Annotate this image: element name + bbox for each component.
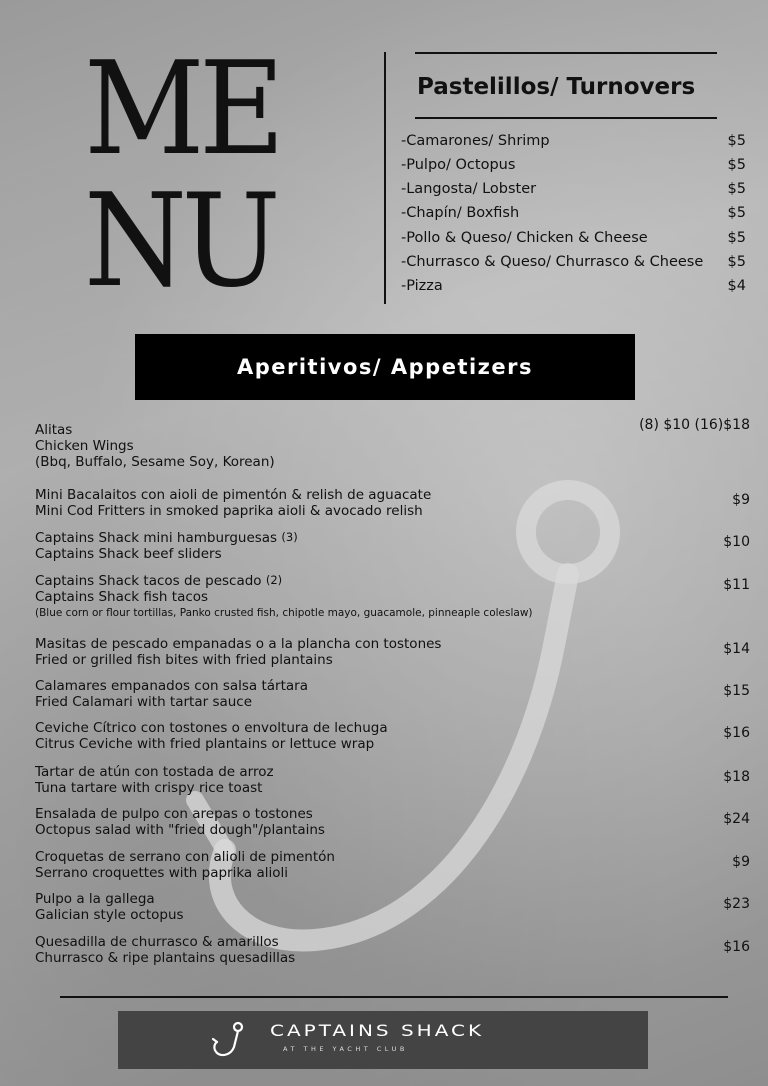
turnovers-title: Pastelillos/ Turnovers bbox=[417, 74, 696, 100]
appetizer-name-en: Captains Shack beef sliders bbox=[35, 546, 222, 562]
appetizer-name-es: Calamares empanados con salsa tártara bbox=[35, 678, 308, 694]
appetizer-name-es: Captains Shack tacos de pescado bbox=[35, 573, 262, 589]
appetizer-name-en: Fried Calamari with tartar sauce bbox=[35, 694, 253, 710]
appetizer-price: $10 bbox=[723, 534, 750, 550]
appetizer-price: $24 bbox=[723, 811, 750, 827]
turnover-item bbox=[401, 157, 746, 179]
menu-title-line1: ME bbox=[84, 35, 280, 184]
appetizer-name-en: Mini Cod Fritters in smoked paprika aioli & avocado relish bbox=[35, 503, 423, 519]
turnover-price: $5 bbox=[727, 181, 746, 197]
appetizer-price: (8) $10 (16)$18 bbox=[639, 417, 750, 433]
turnover-item bbox=[401, 230, 746, 252]
brand-footer bbox=[118, 1011, 648, 1069]
appetizer-item bbox=[35, 529, 750, 562]
appetizer-price: $16 bbox=[723, 939, 750, 955]
appetizer-item bbox=[35, 487, 750, 519]
turnover-price: $5 bbox=[727, 133, 746, 149]
appetizer-quantity: (3) bbox=[281, 530, 298, 544]
menu-title-line2: NU bbox=[84, 167, 276, 316]
appetizer-item bbox=[35, 636, 750, 668]
turnover-price: $5 bbox=[727, 254, 746, 270]
footer-rule bbox=[60, 996, 728, 998]
brand-name: CAPTAINS SHACK bbox=[270, 1021, 485, 1041]
appetizer-name-en: Chicken Wings bbox=[35, 438, 134, 454]
appetizer-name-en: Fried or grilled fish bites with fried plantains bbox=[35, 652, 333, 668]
appetizer-item bbox=[35, 849, 750, 881]
appetizer-price: $23 bbox=[723, 896, 750, 912]
turnover-item bbox=[401, 205, 746, 227]
turnover-name: -Pulpo/ Octopus bbox=[401, 157, 516, 173]
appetizer-name-es: Alitas bbox=[35, 422, 73, 438]
appetizer-name-en: Octopus salad with "fried dough"/plantains bbox=[35, 822, 325, 838]
appetizer-price: $15 bbox=[723, 683, 750, 699]
fish-hook-icon bbox=[118, 1011, 178, 1069]
turnover-item bbox=[401, 278, 746, 300]
appetizer-price: $9 bbox=[732, 854, 750, 870]
appetizer-name-es: Mini Bacalaitos con aioli de pimentón & relish de aguacate bbox=[35, 487, 432, 503]
appetizer-name-es: Pulpo a la gallega bbox=[35, 891, 155, 907]
appetizer-price: $11 bbox=[723, 577, 750, 593]
turnovers-bottom-rule bbox=[415, 117, 717, 119]
brand-tagline: AT THE YACHT CLUB bbox=[283, 1045, 408, 1053]
appetizer-item bbox=[35, 934, 750, 966]
appetizer-name-es: Masitas de pescado empanadas o a la plancha con tostones bbox=[35, 636, 442, 652]
appetizer-name-en: Churrasco & ripe plantains quesadillas bbox=[35, 950, 296, 966]
title-divider bbox=[384, 52, 386, 304]
turnover-item bbox=[401, 181, 746, 203]
appetizer-name-es: Ceviche Cítrico con tostones o envoltura de lechuga bbox=[35, 720, 388, 736]
appetizer-name-en: Citrus Ceviche with fried plantains or lettuce wrap bbox=[35, 736, 375, 752]
appetizer-price: $14 bbox=[723, 641, 750, 657]
turnovers-top-rule bbox=[415, 52, 717, 54]
appetizer-item bbox=[35, 417, 750, 470]
logo-hook-icon bbox=[204, 1011, 254, 1069]
appetizer-price: $16 bbox=[723, 725, 750, 741]
turnover-price: $5 bbox=[727, 157, 746, 173]
appetizer-item bbox=[35, 806, 750, 838]
turnover-name: -Pizza bbox=[401, 278, 443, 294]
appetizer-name-es: Captains Shack mini hamburguesas bbox=[35, 530, 278, 546]
appetizer-note: (Blue corn or flour tortillas, Panko crusted fish, chipotle mayo, guacamole, pinneaple coleslaw) bbox=[35, 607, 533, 619]
appetizer-name-es: Quesadilla de churrasco & amarillos bbox=[35, 934, 279, 950]
appetizer-name-es: Tartar de atún con tostada de arroz bbox=[35, 764, 274, 780]
turnover-price: $5 bbox=[727, 205, 746, 221]
turnover-price: $5 bbox=[727, 230, 746, 246]
appetizer-item bbox=[35, 891, 750, 923]
appetizer-item bbox=[35, 764, 750, 796]
appetizer-name-en: Tuna tartare with crispy rice toast bbox=[35, 780, 263, 796]
appetizer-price: $18 bbox=[723, 769, 750, 785]
appetizers-banner: Aperitivos/ Appetizers bbox=[135, 334, 635, 400]
turnover-item bbox=[401, 133, 746, 155]
appetizer-item bbox=[35, 572, 750, 621]
appetizer-name-es: Ensalada de pulpo con arepas o tostones bbox=[35, 806, 313, 822]
appetizer-quantity: (2) bbox=[265, 573, 283, 587]
turnover-name: -Chapín/ Boxfish bbox=[401, 205, 520, 221]
appetizer-name-en: Serrano croquettes with paprika alioli bbox=[35, 865, 289, 881]
turnover-name: -Langosta/ Lobster bbox=[401, 181, 537, 197]
turnover-name: -Pollo & Queso/ Chicken & Cheese bbox=[401, 230, 648, 246]
appetizer-item bbox=[35, 720, 750, 752]
appetizer-item bbox=[35, 678, 750, 710]
turnover-name: -Camarones/ Shrimp bbox=[401, 133, 550, 149]
appetizer-name-en: Galician style octopus bbox=[35, 907, 184, 923]
turnover-price: $4 bbox=[727, 278, 746, 294]
appetizer-name-es: Croquetas de serrano con alioli de pimentón bbox=[35, 849, 335, 865]
appetizer-note: (Bbq, Buffalo, Sesame Soy, Korean) bbox=[35, 454, 275, 470]
turnover-item bbox=[401, 254, 746, 276]
appetizer-name-en: Captains Shack fish tacos bbox=[35, 589, 209, 605]
appetizer-price: $9 bbox=[732, 492, 750, 508]
turnover-name: -Churrasco & Queso/ Churrasco & Cheese bbox=[401, 254, 704, 270]
